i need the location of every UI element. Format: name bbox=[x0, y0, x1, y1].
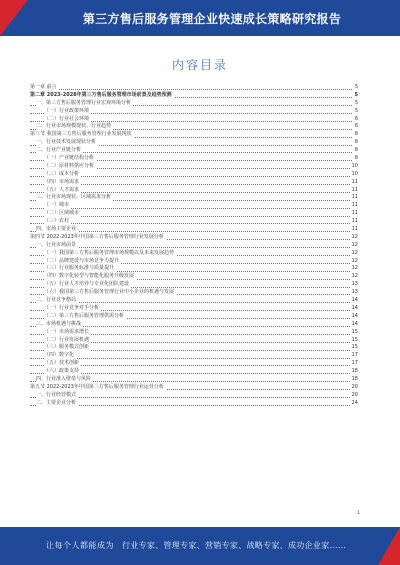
toc-entry[interactable] bbox=[30, 139, 358, 147]
toc-entry[interactable] bbox=[30, 234, 358, 242]
toc-entry[interactable] bbox=[30, 313, 358, 321]
toc-entry-label: 二、主要企业分析 bbox=[36, 399, 77, 406]
toc-entry-label: （一）行业竞争对手分析 bbox=[44, 304, 100, 311]
toc-entry-page: 12 bbox=[351, 233, 358, 240]
toc-entry-page: 6 bbox=[354, 115, 358, 122]
toc-entry-label: （三）服务模式创新 bbox=[44, 344, 90, 351]
toc-entry-page: 18 bbox=[351, 368, 358, 375]
toc-entry-page: 12 bbox=[351, 273, 358, 280]
toc-entry-page: 11 bbox=[351, 178, 358, 185]
toc-entry[interactable] bbox=[30, 147, 358, 155]
toc-entry-label: （一）行业政策环境 bbox=[44, 107, 90, 114]
toc-dot-leader bbox=[30, 405, 352, 406]
toc-entry-label: （二）第三方售后服务管理供需分析 bbox=[44, 312, 125, 319]
toc-entry-label: （二）行业社会环境 bbox=[44, 115, 90, 122]
toc-entry[interactable] bbox=[30, 194, 358, 202]
toc-entry[interactable] bbox=[30, 392, 358, 400]
toc-entry-label: （四）数字化 bbox=[44, 352, 75, 359]
toc-entry-label: 第四节 2022-2023年中国第三方售后服务管理行业发展分析 bbox=[30, 233, 164, 240]
toc-entry-page: 5 bbox=[354, 84, 358, 90]
toc-dot-leader bbox=[30, 397, 352, 398]
toc-entry-label: （五）行业人才培养与专业化团队建设 bbox=[44, 281, 130, 288]
toc-entry-page: 14 bbox=[351, 304, 358, 311]
toc-entry-label: （五）人才需求 bbox=[44, 186, 80, 193]
toc-entry[interactable] bbox=[30, 305, 358, 313]
toc-entry-page: 5 bbox=[354, 91, 358, 98]
toc-entry-label: 第五节 2022-2023年中国第三方售后服务管理行业运营分析 bbox=[30, 383, 164, 390]
toc-entry-page: 8 bbox=[354, 147, 358, 154]
toc-entry[interactable] bbox=[30, 100, 358, 108]
toc-entry-page: 11 bbox=[351, 202, 358, 209]
toc-entry[interactable] bbox=[30, 108, 358, 116]
toc-entry-page: 18 bbox=[351, 375, 358, 382]
toc-entry[interactable] bbox=[30, 202, 358, 210]
toc-entry-page: 6 bbox=[354, 123, 358, 130]
toc-entry[interactable] bbox=[30, 281, 358, 289]
toc-entry-page: 11 bbox=[351, 218, 358, 225]
toc-entry-label: 四、行业准入壁垒与风险 bbox=[36, 375, 92, 382]
toc-entry-page: 11 bbox=[351, 194, 358, 201]
toc-entry-label: （六）我国第三方售后服务管理行业中小企业的机遇与发展 bbox=[44, 289, 175, 296]
toc-entry[interactable] bbox=[30, 329, 358, 337]
toc-entry-label: （四）数字化转型与智能化服务升级发展 bbox=[44, 273, 135, 280]
toc-entry[interactable] bbox=[30, 163, 358, 171]
toc-entry-label: 一、行业技术发展现状分析 bbox=[36, 139, 97, 146]
toc-entry[interactable] bbox=[30, 289, 358, 297]
toc-entry-label: （三）行业服务标准与质量提升 bbox=[44, 265, 115, 272]
page-number: 1 bbox=[356, 510, 360, 516]
toc-entry-page: 12 bbox=[351, 265, 358, 272]
toc-entry-label: 第一章 前言 bbox=[30, 84, 57, 90]
toc-entry-label: 第三节 我国第三方售后服务管理行业发展现状 bbox=[30, 131, 132, 138]
report-footer bbox=[0, 527, 400, 565]
toc-entry[interactable] bbox=[30, 376, 358, 384]
toc-entry-page: 10 bbox=[351, 162, 358, 169]
toc-entry-page: 8 bbox=[354, 131, 358, 138]
toc-entry-label: 二、行业产业链分析 bbox=[36, 147, 82, 154]
toc-entry-label: （四）市场需求 bbox=[44, 178, 80, 185]
toc-entry-label: 一、第三方售后服务管理行业宏观环境分析 bbox=[36, 99, 132, 106]
toc-entry-page: 11 bbox=[351, 226, 358, 233]
toc-entry-page: 5 bbox=[354, 99, 358, 106]
toc-entry-label: （五）技术创新 bbox=[44, 360, 80, 367]
toc-entry-label: 二、行业市场规模现状、行业趋势 bbox=[36, 123, 112, 130]
report-header bbox=[0, 0, 400, 36]
header-red-accent bbox=[0, 0, 28, 36]
toc-entry[interactable] bbox=[30, 242, 358, 250]
toc-entry-label: （二）区域城市 bbox=[44, 210, 80, 217]
toc-entry[interactable] bbox=[30, 92, 358, 100]
toc-dot-leader bbox=[30, 223, 352, 224]
toc-entry-label: 三、市场机遇与挑战 bbox=[36, 320, 82, 327]
toc-entry-page: 11 bbox=[351, 210, 358, 217]
toc-entry-page: 12 bbox=[351, 241, 358, 248]
toc-dot-leader bbox=[30, 208, 352, 209]
toc-entry-label: （一）产业链结构分析 bbox=[44, 155, 95, 162]
toc-entry[interactable] bbox=[30, 368, 358, 376]
toc-entry-label: （二）品牌建设与市场竞争力提升 bbox=[44, 257, 120, 264]
toc-entry-label: 二、行业竞争格局 bbox=[36, 297, 77, 304]
toc-title: 内容目录 bbox=[171, 58, 228, 72]
toc-entry[interactable] bbox=[30, 360, 358, 368]
toc-entry-page: 12 bbox=[351, 257, 358, 264]
toc-entry-page: 14 bbox=[351, 312, 358, 319]
toc-entry-page: 17 bbox=[351, 352, 358, 359]
toc-dot-leader bbox=[30, 358, 352, 359]
toc-entry[interactable] bbox=[30, 297, 358, 305]
report-title: 第三方售后服务管理企业快速成长策略研究报告 bbox=[82, 12, 342, 26]
toc-entry[interactable] bbox=[30, 250, 358, 258]
toc-entry-page: 13 bbox=[351, 289, 358, 296]
toc-entry-label: 一、行业市场前景 bbox=[36, 241, 77, 248]
toc-entry-page: 12 bbox=[351, 249, 358, 256]
toc-entry-label: （一）城市 bbox=[44, 202, 70, 209]
toc-entry-page: 15 bbox=[351, 344, 358, 351]
toc-entry[interactable] bbox=[30, 400, 358, 408]
toc-entry-page: 11 bbox=[351, 186, 358, 193]
toc-entry-label: （六）政策支持 bbox=[44, 368, 80, 375]
toc-entry[interactable] bbox=[30, 84, 358, 92]
toc-entry-label: 第二章 2023-2028年第三方售后服务管理市场前景及趋势预测 bbox=[30, 91, 172, 98]
footer-slogan: 让每个人都能成为 bbox=[46, 541, 114, 550]
toc-entry-label: （三）农村 bbox=[44, 218, 70, 225]
toc-entry-page: 14 bbox=[351, 320, 358, 327]
toc-dot-leader bbox=[30, 247, 352, 248]
toc-entry[interactable] bbox=[30, 155, 358, 163]
toc-entry[interactable] bbox=[30, 384, 358, 392]
toc-entry-page: 24 bbox=[351, 399, 358, 406]
toc-entry[interactable] bbox=[30, 344, 358, 352]
toc-entry-page: 15 bbox=[351, 336, 358, 343]
toc-entry-label: （一）我国第三方售后服务管理市场规模以及未来发展趋势 bbox=[44, 249, 175, 256]
toc-entry-page: 17 bbox=[351, 360, 358, 367]
toc-entry-page: 10 bbox=[351, 170, 358, 177]
footer-tagline: 行业专家、管理专家、营销专家、战略专家、成功企业家…… bbox=[122, 541, 347, 550]
toc-dot-leader bbox=[30, 89, 352, 90]
toc-entry[interactable] bbox=[30, 352, 358, 360]
toc-entry-page: 20 bbox=[351, 383, 358, 390]
toc-entry[interactable] bbox=[30, 218, 358, 226]
toc-entry-label: 四、市场主要企业 bbox=[36, 226, 77, 233]
toc-entry-label: 三、行业市场现状、区域需求分析 bbox=[36, 194, 112, 201]
toc-entry-page: 5 bbox=[354, 107, 358, 114]
toc-entry-page: 14 bbox=[351, 297, 358, 304]
toc-entry-page: 15 bbox=[351, 328, 358, 335]
toc-entry-label: （二）原材料供应分析 bbox=[44, 162, 95, 169]
toc-dot-leader bbox=[30, 302, 352, 303]
toc-entry-page: 8 bbox=[354, 139, 358, 146]
toc-entry-label: （二）行业发展机遇 bbox=[44, 336, 90, 343]
toc-entry-page: 20 bbox=[351, 391, 358, 398]
table-of-contents bbox=[30, 84, 358, 408]
toc-dot-leader bbox=[30, 231, 352, 232]
footer-red-accent bbox=[378, 527, 400, 565]
toc-entry-page: 13 bbox=[351, 281, 358, 288]
toc-entry-label: （一）市场需求增长 bbox=[44, 328, 90, 335]
toc-entry-label: 一、行业经营模式 bbox=[36, 391, 77, 398]
toc-entry-page: 8 bbox=[354, 155, 358, 162]
toc-entry[interactable] bbox=[30, 226, 358, 234]
toc-entry[interactable] bbox=[30, 171, 358, 179]
toc-entry[interactable] bbox=[30, 210, 358, 218]
toc-entry-label: （三）成本分析 bbox=[44, 170, 80, 177]
toc-entry[interactable] bbox=[30, 179, 358, 187]
toc-entry[interactable] bbox=[30, 321, 358, 329]
